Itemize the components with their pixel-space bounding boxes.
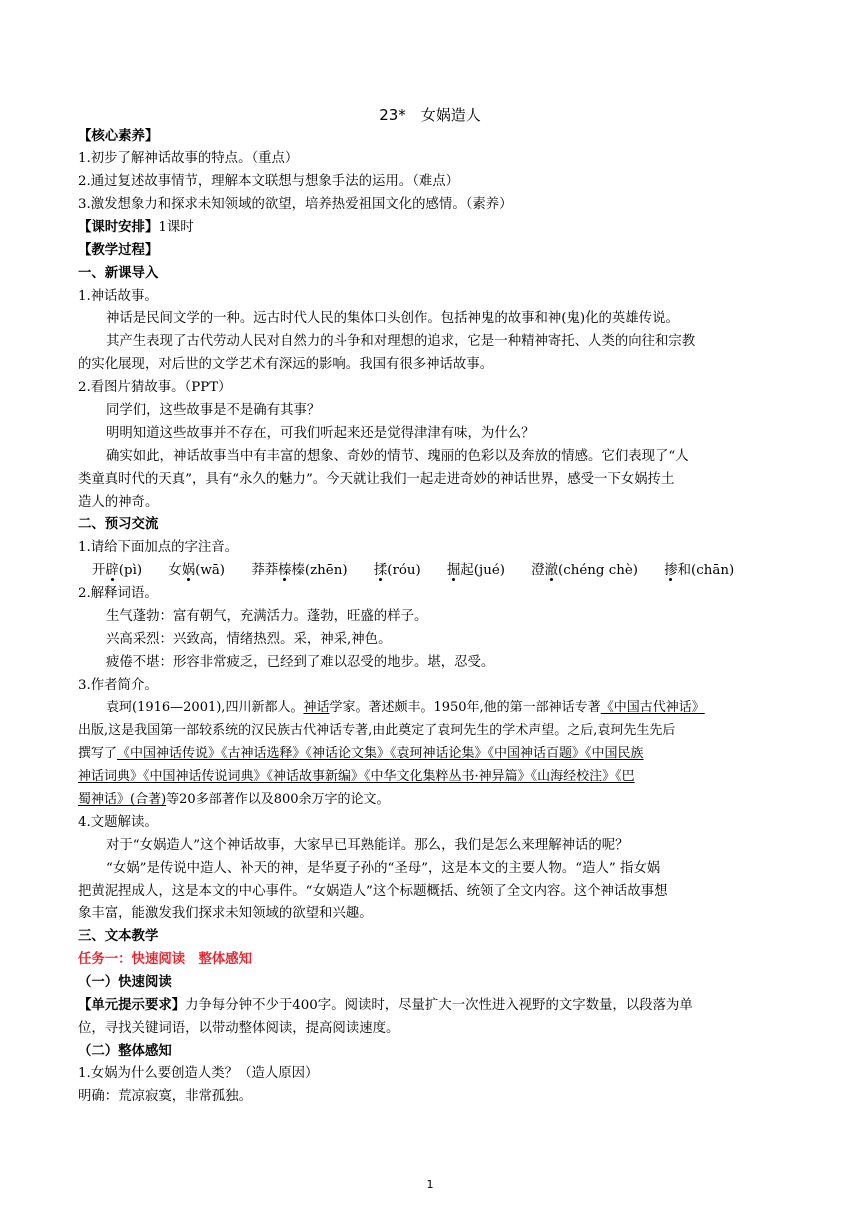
pinyin-word: 掘起(jué) [447,563,505,578]
preview-item-1: 1.请给下面加点的字注音。 [78,540,239,555]
preview-item-2: 2.解释词语。 [78,586,158,601]
paragraph: 确实如此，神话故事当中有丰富的想象、奇妙的情节、瑰丽的色彩以及奔放的情感。它们表现了“人 [106,449,689,464]
heading-intro: 一、新课导入 [78,266,159,281]
paragraph: “女娲”是传说中造人、补天的神，是华夏子孙的“圣母”，这是本文的主要人物。“造人” 指女娲 [106,861,661,876]
page-title: 23* 女娲造人 [379,106,481,124]
intro-item-1: 1.神话故事。 [78,289,158,304]
intro-item-2: 2.看图片猜故事。（PPT） [78,380,232,395]
preview-item-3: 3.作者简介。 [78,678,158,693]
paragraph: 对于“女娲造人”这个神话故事，大家早已耳熟能详。那么，我们是怎么来理解神话的呢？ [106,838,629,853]
paragraph: 其产生表现了古代劳动人民对自然力的斗争和对理想的追求，它是一种精神寄托、人类的向往和宗教 [106,334,696,349]
answer: 明确：荒凉寂寞，非常孤独。 [78,1089,253,1104]
page-number: 1 [426,1178,434,1191]
goal-1: 1.初步了解神话故事的特点。（重点） [78,151,299,166]
paragraph: 把黄泥捏成人，这是本文的中心事件。“女娲造人”这个标题概括、统领了全文内容。这个神话故事想 [78,884,668,899]
question: 1.女娲为什么要创造人类？（造人原因） [78,1066,319,1081]
pinyin-word: 女娲(wā) [168,563,226,578]
author-line: 神话词典》《中国神话传说词典》《神话故事新编》《中华文化集粹丛书·神异篇》《山海经校注》《巴 [78,769,635,784]
reading-requirement: 【单元提示要求】力争每分钟不少于400字。阅读时，尽量扩大一次性进入视野的文字数量，以段落为单 [78,998,693,1013]
pinyin-word: 揉(róu) [373,563,421,578]
goal-3: 3.激发想象力和探求未知领域的欲望，培养热爱祖国文化的感情。（素养） [78,197,513,212]
paragraph: 造人的神奇。 [78,495,159,510]
schedule-line [78,217,782,239]
schedule-label: 【课时安排】 [78,220,159,235]
definition: 兴高采烈：兴致高，情绪热烈。采，神采,神色。 [106,632,392,647]
pinyin-word: 开辟(pì) [92,563,143,578]
paragraph: 的实化展现，对后世的文学艺术有深远的影响。我国有很多神话故事。 [78,357,494,372]
definition: 生气蓬勃：富有朝气，充满活力。蓬勃，旺盛的样子。 [106,609,428,624]
author-line: 撰写了《中国神话传说》《古神话选释》《神话论文集》《袁珂神话论集》《中国神话百题》《中国民族 [78,746,644,761]
paragraph: 象丰富，能激发我们探求未知领域的欲望和兴趣。 [78,906,373,921]
preview-item-4: 4.文题解读。 [78,815,158,830]
definition: 疲倦不堪：形容非常疲乏，已经到了难以忍受的地步。堪，忍受。 [106,655,495,670]
heading-preview: 二、预习交流 [78,517,159,532]
paragraph: 神话是民间文学的一种。远古时代人民的集体口头创作。包括神鬼的故事和神(鬼)化的英雄传说。 [106,311,679,326]
subheading: （二）整体感知 [78,1044,172,1059]
task-heading: 任务一：快速阅读 整体感知 [78,952,253,967]
section-core-literacy: 【核心素养】 [78,129,159,144]
heading-text-teaching: 三、文本教学 [78,929,159,944]
author-line: 出版,这是我国第一部较系统的汉民族古代神话专著,由此奠定了袁珂先生的学术声望。之后,袁珂先生先后 [78,723,676,738]
pinyin-word: 掺和(chān) [664,563,735,578]
subheading: （一）快速阅读 [78,975,172,990]
author-line: 蜀神话》(合著)等20多部著作以及800余万字的论文。 [78,792,390,807]
goal-2: 2.通过复述故事情节，理解本文联想与想象手法的运用。（难点） [78,174,460,189]
section-process: 【教学过程】 [78,243,159,258]
author-line: 袁珂(1916—2001),四川新都人。神话学家。著述颇丰。1950年,他的第一部神话专著《中国古代神话》 [106,700,705,715]
paragraph: 类童真时代的天真”，具有“永久的魅力”。今天就让我们一起走进奇妙的神话世界，感受一下女娲抟土 [78,472,675,487]
paragraph: 位，寻找关键词语，以带动整体阅读，提高阅读速度。 [78,1021,400,1036]
pinyin-word: 莽莽榛榛(zhēn) [251,563,348,578]
schedule-value: 1课时 [158,220,194,235]
paragraph: 明明知道这些故事并不存在，可我们听起来还是觉得津津有味，为什么？ [106,426,535,441]
paragraph: 同学们，这些故事是不是确有其事？ [106,403,321,418]
pinyin-row [92,560,782,582]
pinyin-word: 澄澈(chéng chè) [531,563,639,578]
